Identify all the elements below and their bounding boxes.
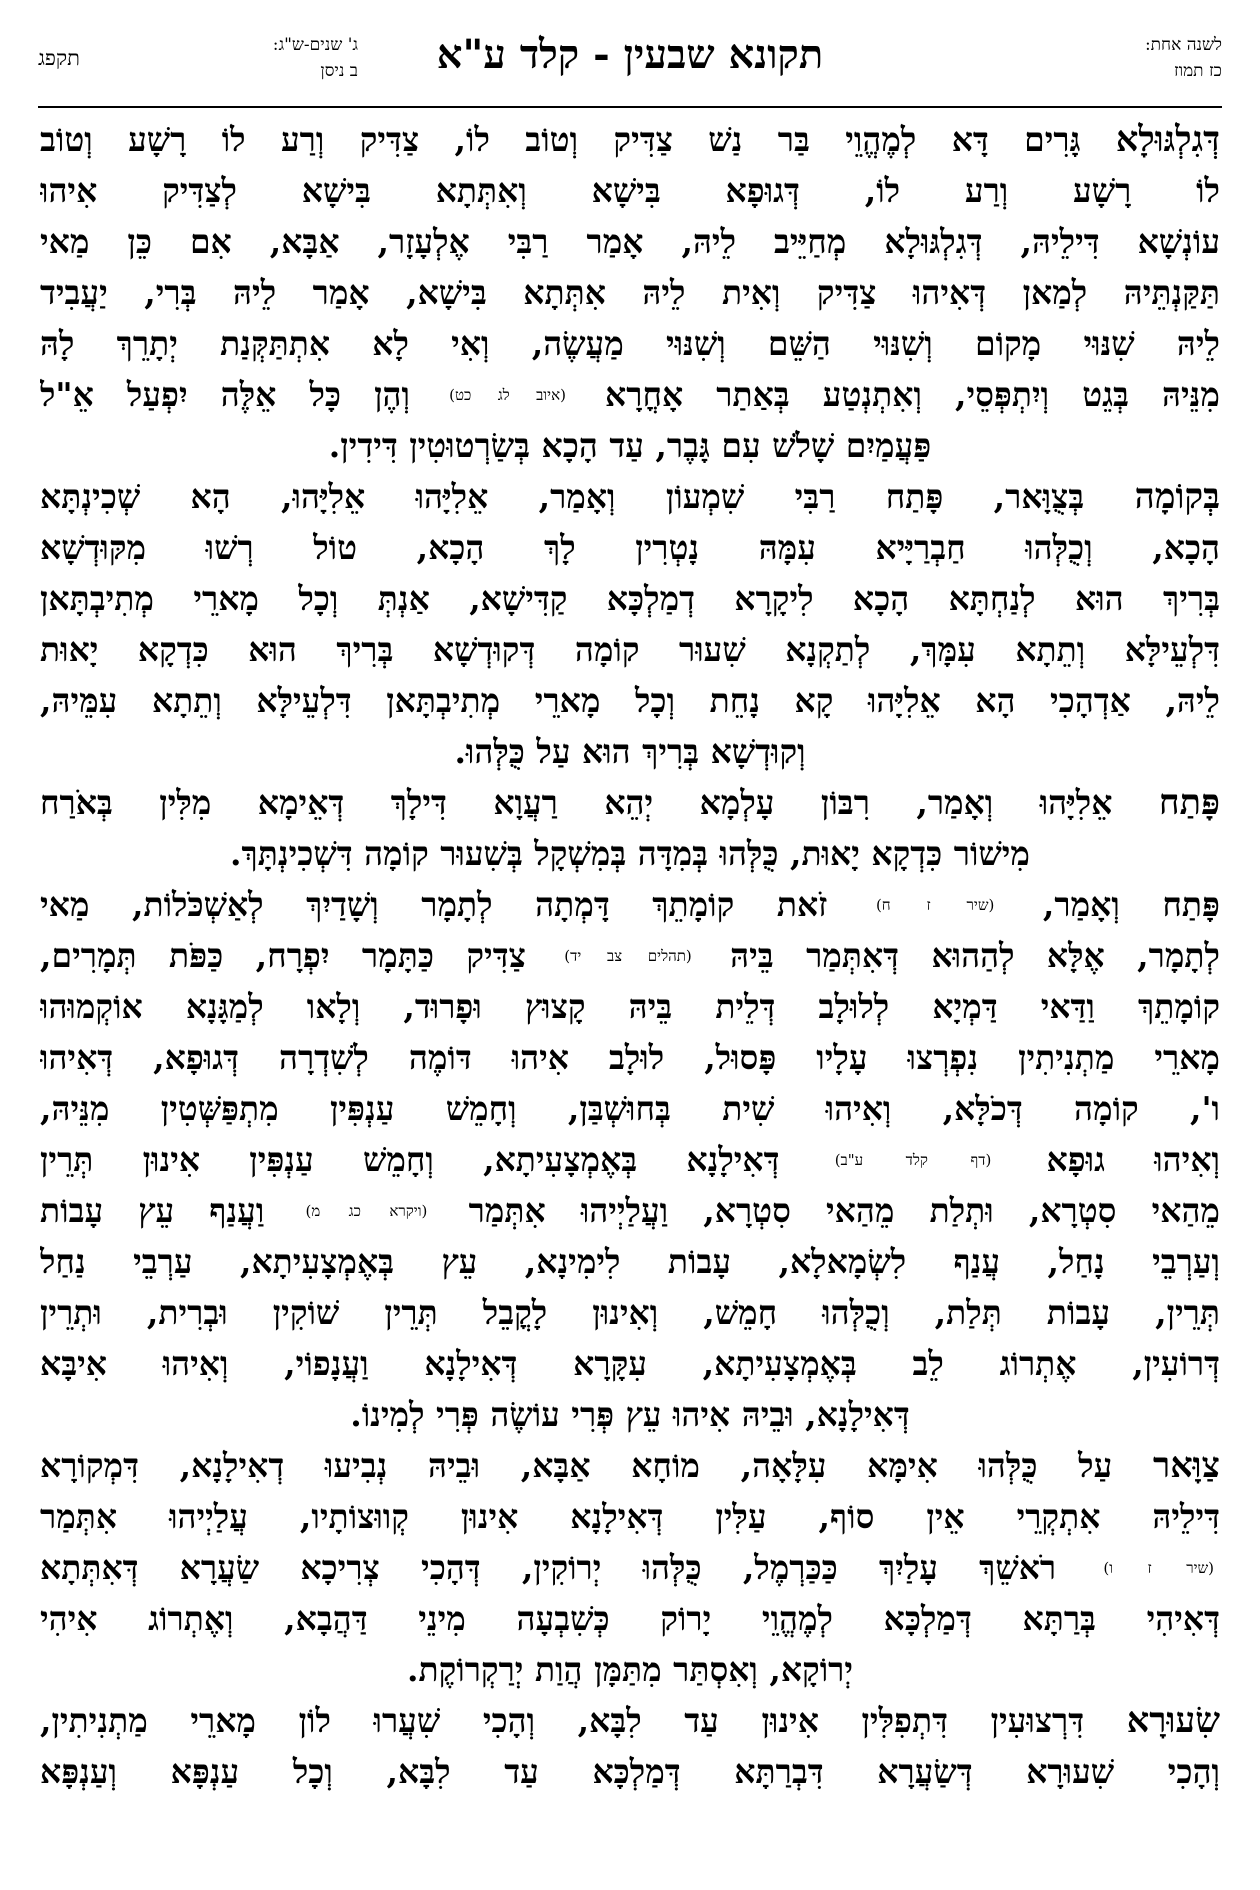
line-text: וַעֲנַף עֵץ עָבוֹת <box>40 1191 265 1230</box>
text-line <box>40 522 1220 573</box>
text-line <box>40 930 1220 981</box>
line-text: תְּרֵין, עָבוֹת תְּלַת, וְכֻלְּהוּ חָמֵשׁ, וְאִינוּן לָקֳבֵל תְּרֵין שׁוֹקִין וּבְרִית, וּתְרֵין <box>40 1293 1220 1332</box>
text-line <box>40 1236 1220 1287</box>
text-line <box>40 1338 1220 1389</box>
text-line <box>40 726 1220 777</box>
line-text: יְרוֹקָא, וְאִסְתַּר מִתַּמָּן הֲוַת יְרַקְרוֹקֶת. <box>407 1650 853 1689</box>
line-text: עַל כֻּלְּהוּ אִימָּא עִלָּאָה, מוֹחָא אַבָּא, וּבֵיהּ נְבִיעוּ דְאִילָנָא, דִּמְקוֹרָא <box>40 1446 1113 1485</box>
text-paragraph <box>40 471 1220 777</box>
text-line <box>40 1083 1220 1134</box>
text-line <box>40 471 1220 522</box>
line-text: לוֹ רָשָׁע וְרַע לוֹ, דְּגוּפָא בִּישָׁא וְאִתְּתָא בִּישָׁא לְצַדִּיק אִיהוּ <box>40 171 1220 210</box>
line-text: תַּקַּנְתֵּיהּ לְמַאן דְּאִיהוּ צַדִּיק וְאִית לֵיהּ אִתְּתָא בִּישָׁא, אָמַר לֵיהּ בְּרִי, יַעֲבִיד <box>40 273 1220 312</box>
text-line <box>40 420 1220 471</box>
line-text: מֵהַאי סִטְרָא, וּתְלַת מֵהַאי סִטְרָא, וַעֲלַיְיהוּ אִתְּמַר <box>468 1191 1220 1230</box>
line-text: וְהֶן כָּל אֵלֶּה יִפְעַל אֵ"ל <box>40 375 410 414</box>
text-line <box>40 1134 1220 1185</box>
line-text: גָּרִים דָּא לְמֶהֱוֵי בַּר נַשׁ צַדִּיק וְטוֹב לוֹ, צַדִּיק וְרַע לוֹ רָשָׁע וְטוֹב <box>40 120 1081 159</box>
line-text: הָכָא, וְכֻלְּהוּ חַבְרַיָּיא עִמָּהּ נָטְרִין לָךְ הָכָא, טוֹל רְשׁוּ מִקּוּדְשָׁא <box>40 528 1220 567</box>
source-reference: (שיר ז ו) <box>1103 1559 1214 1577</box>
text-line <box>40 216 1220 267</box>
line-text: דְּאִיהִי בְּרַתָּא דְּמַלְכָּא לְמֶהֱוֵי יָרוֹק כְּשִׁבְעָה מִינֵי דַּהֲבָא, וְאֶתְרוֹג אִיהִי <box>40 1599 1220 1638</box>
line-text: דְּאִילָנָא בְּאֶמְצָעִיתָא, וְחָמֵשׁ עַנְפִּין אִינוּן תְּרֵין <box>40 1140 780 1179</box>
line-text: דְּאִילָנָא, וּבֵיהּ אִיהוּ עֵץ פְּרִי עוֹשֶׂה פְּרִי לְמִינוֹ. <box>350 1395 910 1434</box>
text-line <box>40 318 1220 369</box>
text-line <box>40 1593 1220 1644</box>
line-text: מִנֵּיהּ בְּגֵט וְיִתְפְּסֵי, וְאִתְנְטַע בְּאַתַר אָחֳרָא <box>605 375 1220 414</box>
line-text: דִּלְעֵילָּא וְתֵתָא עִמָּךְ, לְתַקְנָא שִׁעוּר קוֹמָה דְּקוּדְשָׁא בְּרִיךְ הוּא כִּדְקָא יָאוּת <box>40 630 1220 669</box>
header-study-date: כז תמוז <box>1174 61 1222 81</box>
paragraph-lead-word: דְּגִלְגּוּלָא <box>1115 119 1220 160</box>
text-paragraph <box>40 1440 1220 1695</box>
line-text: פַּעֲמַיִם שָׁלֹשׁ עִם גָּבֶר, עַד הָכָא בְּשַׂרְטוּטִין דִּידִין. <box>328 426 932 465</box>
text-paragraph <box>40 1695 1220 1797</box>
text-paragraph <box>40 114 1220 471</box>
text-line <box>40 777 1220 828</box>
paragraph-lead-word: פָּתַח <box>1158 782 1220 823</box>
text-line <box>40 1185 1220 1236</box>
text-line <box>40 267 1220 318</box>
page-title: תקונא שבעין - קלד ע"א <box>436 31 824 78</box>
line-text: בְּרִיךְ הוּא לְנַחְתָּא הָכָא לִיקָרָא דְמַלְכָּא קַדִּישָׁא, אַנְתְּ וְכָל מָארֵי מְתִיבְתָּאן <box>40 579 1220 618</box>
line-text: דִּילֵיהּ אִתְקְרֵי אֵין סוֹף, עַלִּין דְּאִילָנָא אִינוּן קְווּצוֹתָיו, עֲלַיְיהוּ אִתְּמַר <box>40 1497 1220 1536</box>
text-line <box>40 1542 1220 1593</box>
header-divider <box>38 106 1222 108</box>
text-line <box>40 573 1220 624</box>
source-reference: (איוב לג כט) <box>449 386 566 404</box>
line-text: עוֹנְשָׁא דִּילֵיהּ, דְּגִלְגּוּלָא מְחַיֵּיב לֵיהּ, אָמַר רַבִּי אֶלְעָזָר, אַבָּא, אִם כֵּן מַאי <box>40 222 1220 261</box>
paragraph-lead-word: בְּקוֹמָה <box>1134 476 1220 517</box>
header-study-label: לשנה אחת: <box>1144 35 1222 55</box>
text-line <box>40 981 1220 1032</box>
source-reference: (ויקרא כג מ) <box>305 1202 428 1220</box>
line-text: לֵיהּ שִׁנּוּי מָקוֹם וְשִׁנּוּי הַשֵּׁם וְשִׁנּוּי מַעֲשֶׂה, וְאִי לָא אִתְתַּקְּנַת יְתָרֵךְ לָהּ <box>40 324 1220 363</box>
paragraph-lead-word: שִׂעוּרָא <box>1126 1700 1220 1741</box>
main-text <box>40 114 1220 1797</box>
text-line <box>40 165 1220 216</box>
text-line <box>40 1695 1220 1746</box>
text-line <box>40 1644 1220 1695</box>
source-reference: (שיר ז ח) <box>875 896 995 914</box>
text-line <box>40 675 1220 726</box>
text-paragraph <box>40 879 1220 1440</box>
text-paragraph <box>40 777 1220 879</box>
text-line <box>40 1032 1220 1083</box>
line-text: וְקוּדְשָׁא בְּרִיךְ הוּא עַל כֻּלְּהוּ. <box>454 732 806 771</box>
line-text: מָארֵי מַתְנִיתִין נִפְרְצוּ עָלָיו פָּסוּל, לוּלָב אִיהוּ דּוֹמֶה לְשִׁדְרָה דְּגוּפָא, דְּאִיהוּ <box>40 1038 1220 1077</box>
line-text: מִישׁוֹר כִּדְקָא יָאוּת, כֻּלְּהוּ בְּמִדָּה בְּמִשְׁקָל בְּשִׁעוּר קוֹמָה דִּשְׁכִינְתָּךְ. <box>230 834 1030 873</box>
header-right-block <box>1032 32 1222 84</box>
page-number: תקפג <box>38 46 80 70</box>
line-text: וְאִיהוּ גוּפָא <box>1046 1140 1220 1179</box>
line-text: לְתָמָר, אֶלָּא לְהַהוּא דְּאִתְּמַר בֵּיהּ <box>730 936 1220 975</box>
text-line <box>40 1287 1220 1338</box>
line-text: לֵיהּ, אַדְהָכִי הָא אֵלִיָּהוּ קָא נָחֵת וְכָל מָארֵי מְתִיבְתָּאן דִּלְעֵילָּא וְתֵתָא עִמֵּיהּ, <box>40 681 1220 720</box>
source-reference: (תהלים צב יד) <box>564 947 692 965</box>
line-text: בְּצֻוָּאר, פָּתַח רַבִּי שִׁמְעוֹן וְאָמַר, אֵלִיָּהוּ אֵלִיָּהוּ, הָא שְׁכִינְתָּא <box>40 477 1085 516</box>
text-line <box>40 1491 1220 1542</box>
line-text: וְהָכִי שִׁעוּרָא דְּשַׂעֲרָא דִּבְרַתָּא דְּמַלְכָּא עַד לִבָּא, וְכָל עַנְפָּא וְעַנְפָּא <box>40 1752 1220 1791</box>
line-text: ו', קוֹמָה דְּכֹלָּא, וְאִיהוּ שִׁית בְּחוּשְׁבַּן, וְחָמֵשׁ עַנְפִּין מִתְפַּשְּׁטִין מִנֵּיהּ, <box>40 1089 1220 1128</box>
text-line <box>40 624 1220 675</box>
text-line <box>40 828 1220 879</box>
line-text: דְּרוֹעִין, אֶתְרוֹג לֵב בְּאֶמְצָעִיתָא, עִקָּרָא דְּאִילָנָא וַעֲנָפוֹי, וְאִיהוּ אִיבָּא <box>40 1344 1220 1383</box>
line-text: זֹאת קוֹמָתֵךְ דָּמְתָה לְתָמָר וְשָׁדַיִךְ לְאַשְׁכֹּלוֹת, מַאי <box>40 885 828 924</box>
header-schedule-block <box>178 32 358 84</box>
line-text: דִּרְצוּעִין דִּתְפִלִּין אִינוּן עַד לִבָּא, וְהָכִי שִׁעֲרוּ לוֹן מָארֵי מַתְנִיתִין, <box>40 1701 1085 1740</box>
text-line <box>40 114 1220 165</box>
line-text: וְעַרְבֵי נָחַל, עֲנַף לִשְׂמָאלָא, עָבוֹת לִימִינָא, עֵץ בְּאֶמְצָעִיתָא, עַרְבֵי נַחַל <box>40 1242 1220 1281</box>
line-text: רֹאשֵׁךְ עָלַיִךְ כַּכַּרְמֶל, כֻּלְּהוּ יְרוֹקִין, דְּהָכִי צְרִיכָא שַׂעֲרָא דְּאִתְּתָא <box>40 1548 1057 1587</box>
paragraph-lead-word: צַוָּאר <box>1153 1445 1220 1486</box>
page-header <box>38 24 1222 110</box>
text-line <box>40 1440 1220 1491</box>
source-reference: (דף קלד ע"ב) <box>834 1151 992 1169</box>
header-schedule-label: ג' שנים-ש"ג: <box>272 35 358 55</box>
line-text: אֵלִיָּהוּ וְאָמַר, רִבּוֹן עָלְמָא יְהֵא רַעֲוָא דִּילָךְ דְּאֵימָא מִלִּין בְּאֹרַח <box>40 783 1113 822</box>
header-schedule-date: ב ניסן <box>320 61 358 81</box>
line-text: צַדִּיק כַּתָּמָר יִפְרָח, כַּפֹּת תְּמָרִים, <box>40 936 526 975</box>
text-line <box>40 1389 1220 1440</box>
text-line <box>40 879 1220 930</box>
text-line <box>40 1746 1220 1797</box>
text-line <box>40 369 1220 420</box>
line-text: קוֹמָתֵךְ וַדַּאי דַּמְיָא לְלוּלָב דְּלֵית בֵּיהּ קָצוּץ וּפָרוּד, וְלָאו לְמַגָּנָא אוֹקְמוּהוּ <box>40 987 1220 1026</box>
line-text: פָּתַח וְאָמַר, <box>1042 885 1220 924</box>
header-center-block <box>288 24 972 86</box>
